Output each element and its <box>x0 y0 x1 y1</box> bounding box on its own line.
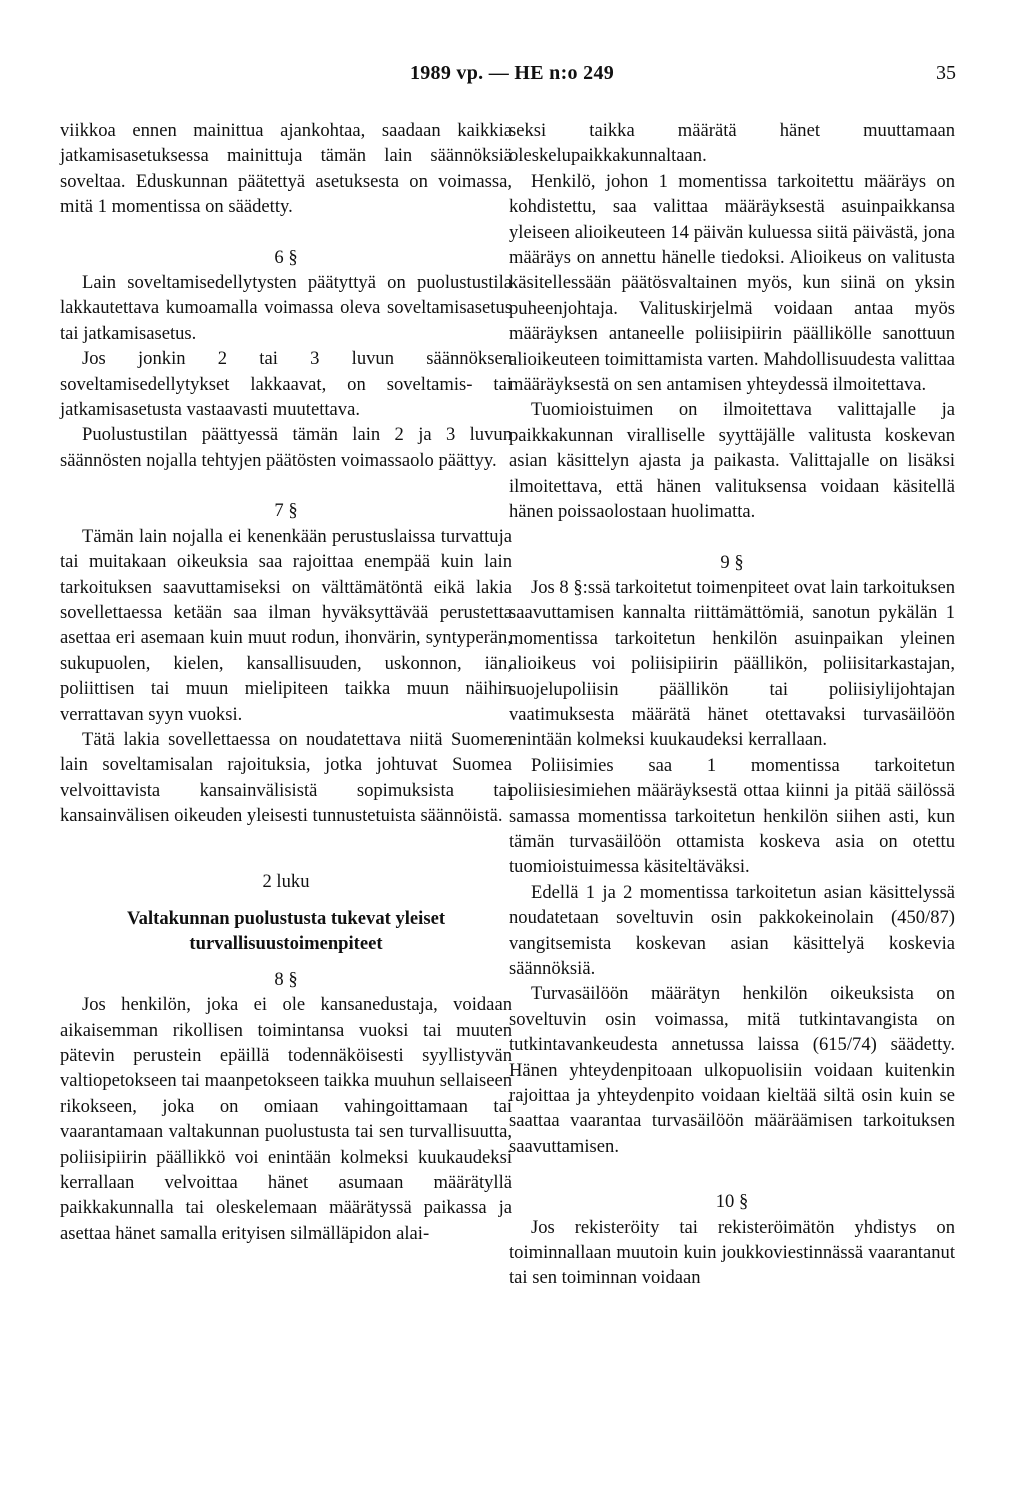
paragraph: Tämän lain nojalla ei kenenkään perustuslaissa turvattuja tai muitakaan oikeuksia saa rajoittaa enempää kuin lain tarkoituksen saavuttamiseksi on välttämätöntä eikä lakia sovellettaessa ketään saa ilman hyväksyttävää perustetta asettaa eri asemaan kuin muut rodun, ihonvärin, syntyperän, sukupuolen, kielen, kansallisuuden, uskonnon, iän, poliittisen tai muun mielipiteen taikka muun näihin verrattavan syyn vuoksi. <box>60 525 512 725</box>
chapter-number: 2 luku <box>262 870 310 892</box>
section-heading-7: 7 § <box>274 500 298 522</box>
paragraph: Tätä lakia sovellettaessa on noudatettava niitä Suomen lain soveltamisalan rajoituksia, jotka johtuvat Suomea velvoittavista kansainvälisistä sopimuksista tai kansainvälisen oikeuden yleisesti tunnustetuista säännöistä. <box>60 728 512 827</box>
paragraph: Poliisimies saa 1 momentissa tarkoitetun poliisiesimiehen määräyksestä ottaa kiinni ja pitää säilössä samassa momentissa tarkoitetun henkilön siihen asti, kun tämän turvasäilöön ottamista koskeva asia on otettu tuomioistuimessa käsiteltäväksi. <box>509 754 955 878</box>
section-heading-10: 10 § <box>715 1191 749 1213</box>
page-header <box>0 62 1024 92</box>
paragraph: seksi taikka määrätä hänet muuttamaan oleskelupaikkakunnaltaan. <box>509 120 955 167</box>
paragraph: Turvasäilöön määrätyn henkilön oikeuksista on soveltuvin osin voimassa, mitä tutkintavangista on tutkintavankeudesta annetussa laissa (615/74) säädetty. Hänen yhteydenpitoaan ulkopuolisiin voidaan kuitenkin rajoittaa ja yhteydenpito voidaan kieltää siltä osin kuin se saattaa vaarantaa turvasäilöön määräämisen tarkoituksen saavuttamisen. <box>509 983 955 1157</box>
section-heading-9: 9 § <box>720 551 744 573</box>
section-heading-6: 6 § <box>274 246 298 268</box>
paragraph: viikkoa ennen mainittua ajankohtaa, saadaan kaikkia jatkamisasetuksessa mainittuja tämän lain säännöksiä soveltaa. Eduskunnan päätettyä asetuksesta on voimassa, mitä 1 momentissa on säädetty. <box>60 120 512 218</box>
right-column <box>509 118 955 1291</box>
paragraph: Tuomioistuimen on ilmoitettava valittajalle ja paikkakunnan viralliselle syyttäjälle valitusta koskevan asian käsittelyn ajasta ja paikasta. Valittajalle on lisäksi ilmoitettava, että hänen valituksensa voidaan käsitellä hänen poissaolostaan huolimatta. <box>509 399 955 523</box>
paragraph: Jos 8 §:ssä tarkoitetut toimenpiteet ovat lain tarkoituksen saavuttamisen kannalta riittämättömiä, sanotun pykälän 1 momentissa tarkoitetun henkilön asuinpaikan yleinen alioikeus voi poliisipiirin päällikön, poliisitarkastajan, suojelupoliisin päällikön tai poliisiylijohtajan vaatimuksesta määrätä hänet otettavaksi turvasäilöön enintään kolmeksi kuukaudeksi kerrallaan. <box>509 576 955 751</box>
paragraph: Jos jonkin 2 tai 3 luvun säännöksen soveltamisedellytykset lakkaavat, on soveltamis- tai jatkamisasetusta vastaavasti muutettava. <box>60 348 512 421</box>
page-number: 35 <box>936 62 956 84</box>
left-column <box>60 118 512 1246</box>
paragraph: Edellä 1 ja 2 momentissa tarkoitetun asian käsittelyssä noudatetaan soveltuvin osin pakkokeinolain (450/87) vangitsemista koskevan asian käsittelyä koskevia säännöksiä. <box>509 881 955 979</box>
section-heading-8: 8 § <box>274 968 298 990</box>
chapter-title: Valtakunnan puolustusta tukevat yleiset turvallisuustoimenpiteet <box>126 907 446 955</box>
paragraph: Jos henkilön, joka ei ole kansanedustaja, voidaan aikaisemman rikollisen toimintansa vuoksi tai muuten pätevin perustein epäillä todennäköisesti syyllistyvän valtiopetokseen tai maanpetokseen taikka muuhun sellaiseen rikokseen, joka on omiaan vahingoittamaan tai vaarantamaan valtakunnan puolustusta tai sen turvallisuutta, poliisipiirin päällikkö voi enintään kolmeksi kuukaudeksi kerrallaan velvoittaa hänet asumaan määrätyllä paikkakunnalla tai oleskelemaan määrätyssä paikassa ja asettaa hänet samalla erityisen silmälläpidon alai- <box>60 994 512 1244</box>
paragraph: Lain soveltamisedellytysten päätyttyä on puolustustila lakkautettava kumoamalla voimassa oleva soveltamisasetus tai jatkamisasetus. <box>60 272 512 344</box>
paragraph: Puolustustilan päättyessä tämän lain 2 ja 3 luvun säännösten nojalla tehtyjen päätösten voimassaolo päättyy. <box>60 424 512 471</box>
paragraph: Jos rekisteröity tai rekisteröimätön yhdistys on toiminnallaan muutoin kuin joukkoviestinnässä vaarantanut tai sen toiminnan voidaan <box>509 1216 955 1289</box>
paragraph: Henkilö, johon 1 momentissa tarkoitettu määräys on kohdistettu, saa valittaa määräyksestä asuinpaikkansa yleiseen alioikeuteen 14 päivän kuluessa siitä päivästä, jona määräys on annettu hänelle tiedoksi. Alioikeus on valitusta käsitellessään päätösvaltainen myös, kun siinä on yksin puheenjohtaja. Valituskirjelmä voidaan antaa myös määräyksen antaneelle poliisipiirin päällikölle sanottuun alioikeuteen toimittamista varten. Mahdollisuudesta valittaa määräyksestä on sen antamisen yhteydessä ilmoitettava. <box>509 170 955 396</box>
document-title: 1989 vp. — HE n:o 249 <box>409 62 615 84</box>
